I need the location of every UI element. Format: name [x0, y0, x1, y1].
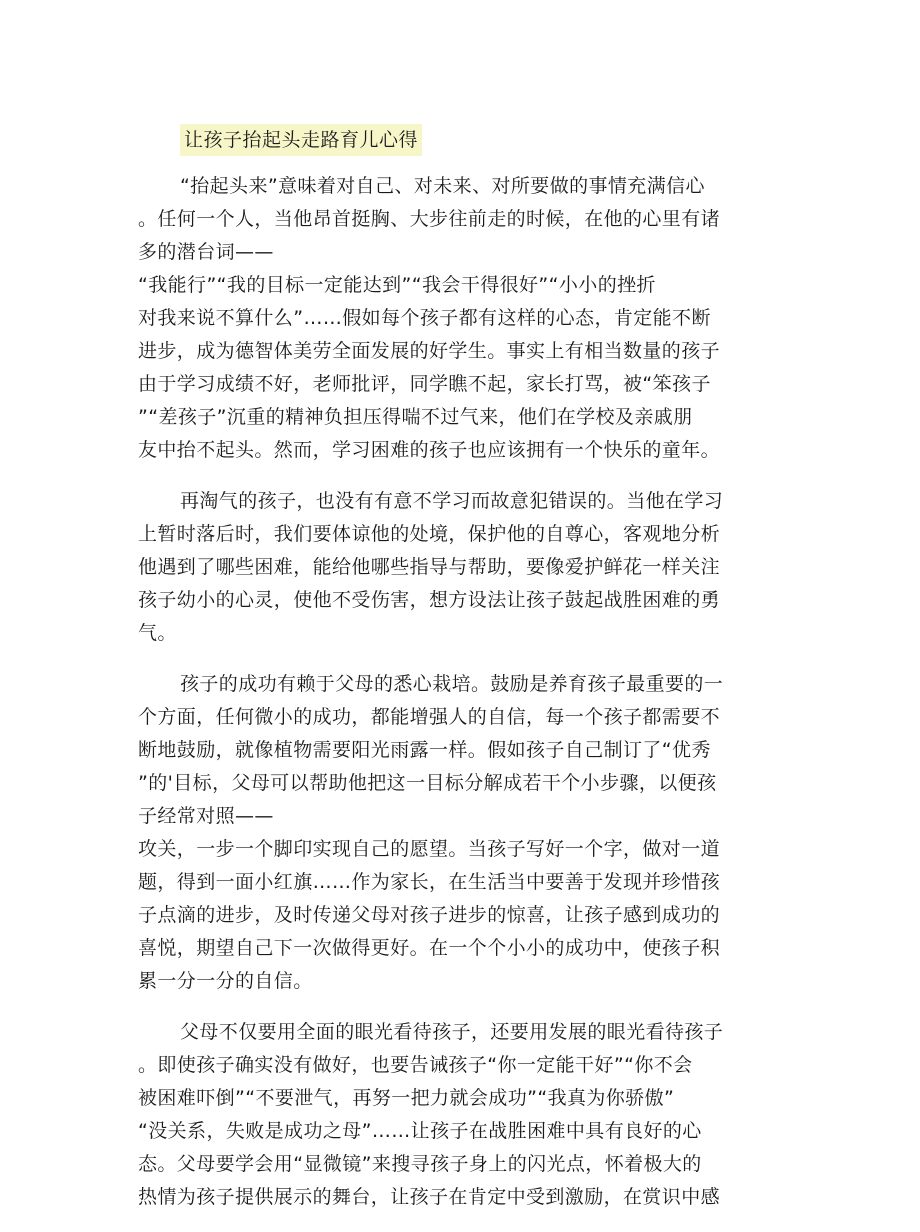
text-line: 题，得到一面小红旗……作为家长，在生活当中要善于发现并珍惜孩 — [138, 871, 721, 893]
text-line: ”“差孩子”沉重的精神负担压得喘不过气来，他们在学校及亲戚朋 — [138, 406, 693, 428]
text-line: 热情为孩子提供展示的舞台，让孩子在肯定中受到激励，在赏识中感 — [138, 1186, 721, 1208]
text-line: 对我来说不算什么”……假如每个孩子都有这样的心态，肯定能不断 — [138, 307, 711, 329]
document-body — [138, 170, 774, 1232]
text-line: 父母不仅要用全面的眼光看待孩子，还要用发展的眼光看待孩子 — [180, 1021, 724, 1043]
text-line: 累一分一分的自信。 — [138, 970, 313, 992]
paragraph-2 — [138, 485, 774, 650]
text-line: 子点滴的进步，及时传递父母对孩子进步的惊喜，让孩子感到成功的 — [138, 904, 721, 926]
text-line: 个方面，任何微小的成功，都能增强人的自信，每一个孩子都需要不 — [138, 706, 721, 728]
text-line: 上暂时落后时，我们要体谅他的处境，保护他的自尊心，客观地分析 — [138, 523, 721, 545]
document-title: 让孩子抬起头走路育儿心得 — [180, 124, 422, 156]
paragraph-3 — [138, 668, 774, 998]
text-line: 攻关，一步一个脚印实现自己的愿望。当孩子写好一个字，做对一道 — [138, 838, 721, 860]
text-line: 由于学习成绩不好，老师批评，同学瞧不起，家长打骂，被“笨孩子 — [138, 373, 711, 395]
text-line: 孩子的成功有赖于父母的悉心栽培。鼓励是养育孩子最重要的一 — [180, 673, 724, 695]
text-line: 他遇到了哪些困难，能给他哪些指导与帮助，要像爱护鲜花一样关注 — [138, 556, 721, 578]
text-line: 喜悦，期望自己下一次做得更好。在一个个小小的成功中，使孩子积 — [138, 937, 721, 959]
text-line: 被困难吓倒”“不要泄气，再努一把力就会成功”“我真为你骄傲” — [138, 1087, 675, 1109]
text-line: 断地鼓励，就像植物需要阳光雨露一样。假如孩子自己制订了“优秀 — [138, 739, 711, 761]
text-line: “抬起头来”意味着对自己、对未来、对所要做的事情充满信心 — [180, 175, 705, 197]
text-line: 气。 — [138, 622, 177, 644]
text-line: 孩子幼小的心灵，使他不受伤害，想方设法让孩子鼓起战胜困难的勇 — [138, 589, 721, 611]
paragraph-4 — [138, 1016, 774, 1214]
text-line: “我能行”“我的目标一定能达到”“我会干得很好”“小小的挫折 — [138, 274, 656, 296]
text-line: 。任何一个人，当他昂首挺胸、大步往前走的时候，在他的心里有诸 — [138, 208, 721, 230]
text-line: 子经常对照—— — [138, 805, 274, 827]
text-line: 多的潜台词—— — [138, 241, 274, 263]
text-line: “没关系，失败是成功之母”……让孩子在战胜困难中具有良好的心 — [138, 1120, 702, 1142]
text-line: 。即使孩子确实没有做好，也要告诫孩子“你一定能干好”“你不会 — [138, 1054, 693, 1076]
text-line: 再淘气的孩子，也没有有意不学习而故意犯错误的。当他在学习 — [180, 490, 724, 512]
text-line: ”的'目标，父母可以帮助他把这一目标分解成若干个小步骤，以便孩 — [138, 772, 717, 794]
text-line: 进步，成为德智体美劳全面发展的好学生。事实上有相当数量的孩子 — [138, 340, 721, 362]
text-line: 态。父母要学会用“显微镜”来搜寻孩子身上的闪光点，怀着极大的 — [138, 1153, 702, 1175]
paragraph-1 — [138, 170, 774, 467]
text-line: 友中抬不起头。然而，学习困难的孩子也应该拥有一个快乐的童年。 — [138, 439, 721, 461]
